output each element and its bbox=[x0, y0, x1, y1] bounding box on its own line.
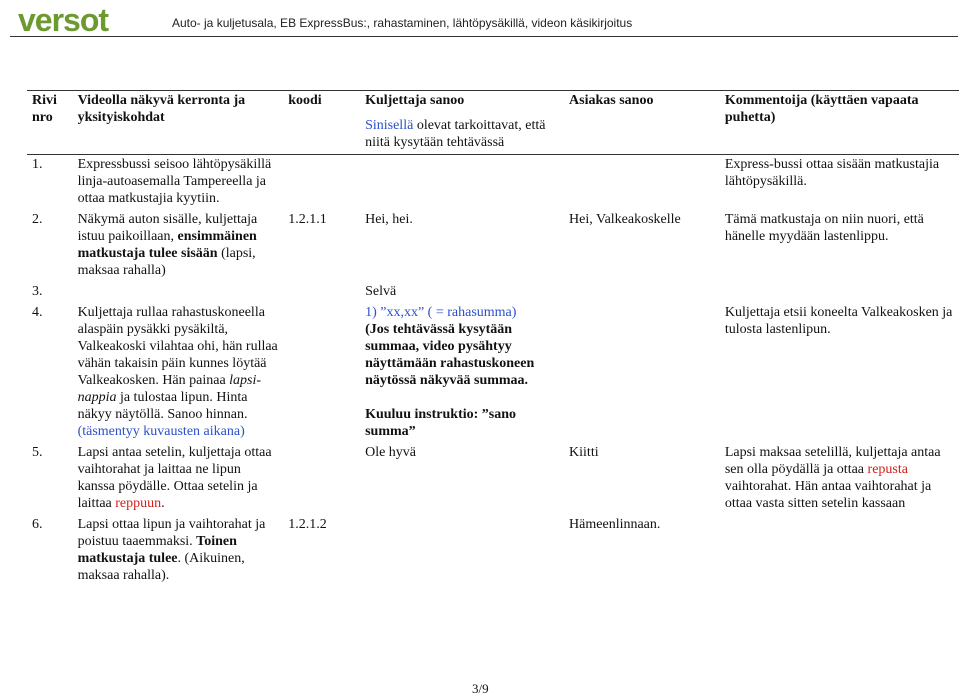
versot-logo: versot bbox=[18, 2, 109, 38]
driver-header-note bbox=[365, 117, 559, 151]
row-comment: Kuljettaja etsii koneelta Valkeakosken ja tulosta lastenlipun. bbox=[724, 305, 953, 337]
row-driver-line: Ole hyvä bbox=[365, 445, 417, 460]
row-driver-line bbox=[360, 155, 564, 211]
row-description bbox=[73, 443, 284, 515]
row-code: 1.2.1.2 bbox=[288, 517, 327, 532]
row-customer-line: Hei, Valkeakoskelle bbox=[569, 212, 681, 227]
row-number: 1. bbox=[32, 157, 43, 172]
table-row bbox=[27, 210, 959, 282]
table-row bbox=[27, 155, 959, 211]
row-description bbox=[73, 282, 284, 303]
description-red-part: reppuun bbox=[115, 496, 162, 511]
table-row bbox=[27, 443, 959, 515]
description-part: (lapsi, maksaa rahalla) bbox=[77, 246, 256, 278]
table-row bbox=[27, 303, 959, 443]
row-code bbox=[283, 443, 360, 515]
row-comment: Tämä matkustaja on niin nuori, että hänelle myydään lastenlippu. bbox=[724, 212, 924, 244]
column-header-customer: Asiakas sanoo bbox=[564, 91, 720, 155]
row-number: 4. bbox=[32, 305, 43, 320]
table-header-row bbox=[27, 91, 959, 155]
page-header bbox=[0, 0, 960, 40]
row-number: 3. bbox=[32, 284, 43, 299]
description-italic-part: lapsi-nappia bbox=[77, 373, 262, 405]
description-part: Näkymä auton sisälle, kuljettaja istuu paikoillaan, bbox=[77, 212, 258, 244]
comment-part: Lapsi maksaa setelillä, kuljettaja antaa sen olla pöydällä ja ottaa bbox=[724, 445, 941, 477]
document-title: Auto- ja kuljetusala, EB ExpressBus:, rahastaminen, lähtöpysäkillä, videon käsikirjoitus bbox=[172, 16, 633, 30]
driver-header-label: Kuljettaja sanoo bbox=[365, 93, 465, 108]
row-comment: Express-bussi ottaa sisään matkustajia lähtöpysäkillä. bbox=[724, 157, 940, 189]
table-row bbox=[27, 515, 959, 587]
description-part: . bbox=[161, 496, 165, 511]
description-part: . (Aikuinen, maksaa rahalla). bbox=[77, 551, 245, 583]
row-number: 2. bbox=[32, 212, 43, 227]
column-header-row-number: Rivi nro bbox=[27, 91, 73, 155]
row-driver-line bbox=[360, 303, 564, 443]
column-header-code: koodi bbox=[283, 91, 360, 155]
driver-header-note-blue: Sinisellä bbox=[365, 118, 414, 133]
row-comment bbox=[720, 515, 959, 587]
script-table bbox=[27, 90, 959, 587]
description-part: Kuljettaja rullaa rahastuskoneella alaspäin pysäkki pysäkiltä, Valkeakoski vilahtaa ohi, hän rullaa vähän takaisin päin kunnes löytää Valkeakosken. Hän painaa bbox=[77, 305, 278, 388]
comment-part: vaihtorahat. Hän antaa vaihtorahat ja ottaa vasta sitten setelin kassaan bbox=[724, 479, 932, 511]
page-number: 3/9 bbox=[472, 681, 489, 696]
description-bold-part: Toinen matkustaja tulee bbox=[77, 534, 237, 566]
row-description bbox=[73, 515, 284, 587]
row-code bbox=[283, 282, 360, 303]
header-divider bbox=[10, 36, 958, 37]
description-bold-part: ensimmäinen matkustaja tulee sisään bbox=[77, 229, 257, 261]
comment-red-part: repusta bbox=[867, 462, 908, 477]
row-code bbox=[283, 155, 360, 211]
table-row bbox=[27, 282, 959, 303]
driver-header-note-rest: olevat tarkoittavat, että niitä kysytään tehtävässä bbox=[365, 118, 546, 150]
description-part: Lapsi ottaa lipun ja vaihtorahat ja poistuu taaemmaksi. bbox=[77, 517, 266, 549]
column-header-description: Videolla näkyvä kerronta ja yksityiskohdat bbox=[73, 91, 284, 155]
driver-line-instruction: (Jos tehtävässä kysytään summaa, video pysähtyy näyttämään rahastuskoneen näytössä näkyvää summaa. bbox=[365, 322, 535, 388]
row-driver-line bbox=[360, 515, 564, 587]
row-description bbox=[73, 303, 284, 443]
row-customer-line: Kiitti bbox=[569, 445, 599, 460]
row-comment bbox=[720, 282, 959, 303]
description-part: Lapsi antaa setelin, kuljettaja ottaa vaihtorahat ja laittaa ne lipun kanssa pöydälle. Ottaa setelin ja laittaa bbox=[77, 445, 272, 511]
row-description bbox=[73, 210, 284, 282]
row-code: 1.2.1.1 bbox=[288, 212, 327, 227]
row-number: 6. bbox=[32, 517, 43, 532]
column-header-commentator: Kommentoija (käyttäen vapaata puhetta) bbox=[720, 91, 959, 155]
row-driver-line: Selvä bbox=[365, 284, 397, 299]
row-driver-line: Hei, hei. bbox=[365, 212, 413, 227]
description-part: ja tulostaa lipun. Hinta näkyy näytöllä. Sanoo hinnan. bbox=[77, 390, 248, 422]
column-header-driver bbox=[360, 91, 564, 155]
driver-line-amount: 1) ”xx,xx” ( = rahasumma) bbox=[365, 305, 517, 320]
description-note: (täsmentyy kuvausten aikana) bbox=[77, 424, 245, 439]
row-customer-line bbox=[564, 303, 720, 443]
row-customer-line bbox=[564, 155, 720, 211]
row-number: 5. bbox=[32, 445, 43, 460]
row-code bbox=[283, 303, 360, 443]
row-description: Expressbussi seisoo lähtöpysäkillä linja-autoasemalla Tampereella ja ottaa matkustajia kyytiin. bbox=[77, 157, 272, 206]
row-customer-line: Hämeenlinnaan. bbox=[569, 517, 661, 532]
driver-line-instruction-2: Kuuluu instruktio: ”sano summa” bbox=[365, 407, 517, 439]
row-comment bbox=[720, 443, 959, 515]
row-customer-line bbox=[564, 282, 720, 303]
